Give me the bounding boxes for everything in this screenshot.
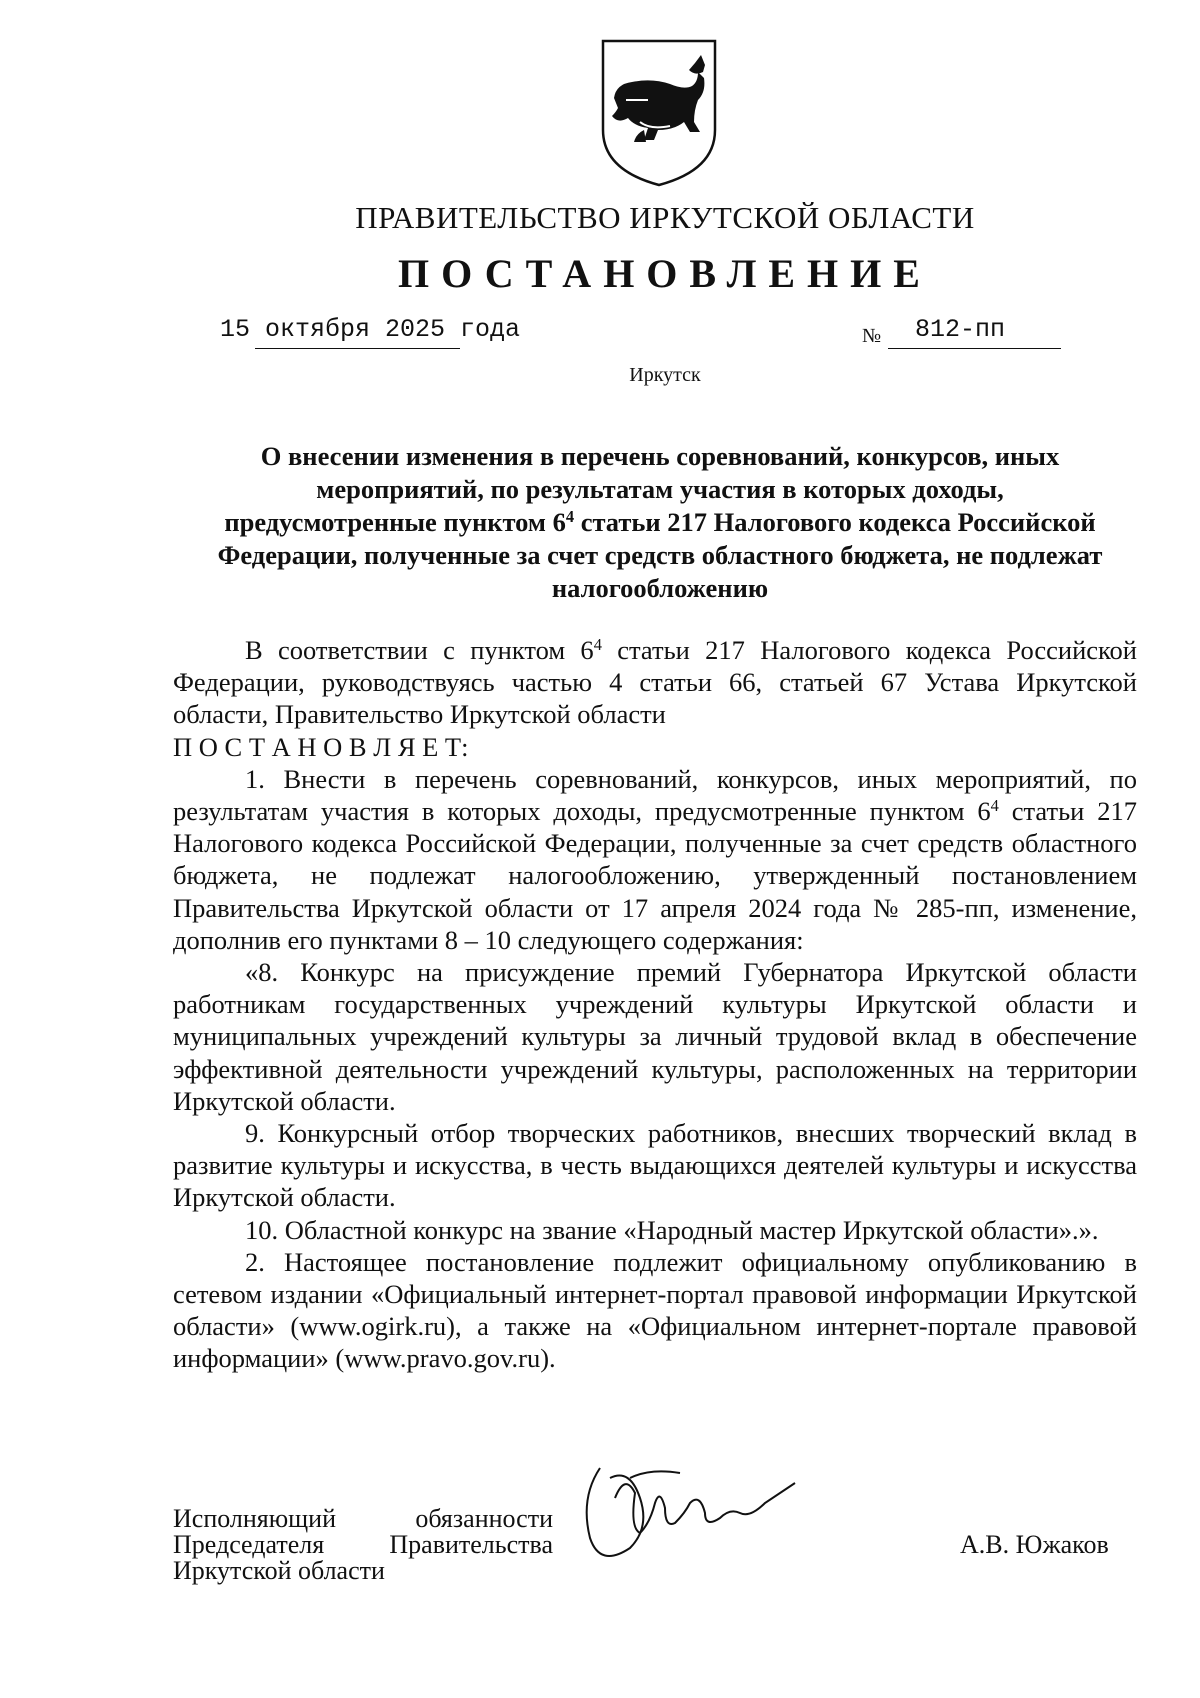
title-line: налогообложению xyxy=(551,573,769,603)
babr-icon xyxy=(600,38,718,188)
preamble-paragraph: В соответствии с пунктом $6^4$ статьи 217 Налогового кодекса Российской Федерации, руководствуясь частью 4 статьи 66, статьей 67 Устава Иркутской области, Правительство Иркутской области xyxy=(173,634,1137,730)
document-date: 15 октября 2025 года xyxy=(220,315,521,344)
coat-of-arms-emblem xyxy=(600,38,718,188)
resolves-heading: П О С Т А Н О В Л Я Е Т: xyxy=(173,731,469,762)
date-underline xyxy=(255,348,460,349)
item-9-paragraph: 9. Конкурсный отбор творческих работников, внесших творческий вклад в развитие культуры и искусства, в честь выдающихся деятелей культуры и искусства Иркутской области. xyxy=(173,1118,1137,1213)
item-2-paragraph: 2. Настоящее постановление подлежит официальному опубликованию в сетевом издании «Официальный интернет-портал правовой информации Иркутской области» (www.ogirk.ru), а также на «Официальном интернет-портале правовой информации» (www.pravo.gov.ru). xyxy=(173,1246,1137,1374)
document-number: 812-пп xyxy=(915,315,1006,344)
item-10-paragraph: 10. Областной конкурс на звание «Народный мастер Иркутской области».». xyxy=(245,1214,1099,1245)
document-type: ПОСТАНОВЛЕНИЕ xyxy=(398,251,932,296)
position-line: Исполняющий обязанности xyxy=(173,1504,553,1533)
position-line: Иркутской области xyxy=(173,1556,385,1585)
signer-position xyxy=(173,1506,553,1584)
document-body xyxy=(173,634,1137,1375)
number-sign: № xyxy=(862,325,882,347)
document-city: Иркутск xyxy=(629,364,701,386)
title-line: О внесении изменения в перечень соревнований, конкурсов, иных xyxy=(260,441,1060,471)
title-line: Федерации, полученные за счет средств областного бюджета, не подлежат xyxy=(217,540,1103,570)
document-title xyxy=(180,440,1140,605)
title-line: предусмотренные пунктом $6^4$ статьи 217 Налогового кодекса Российской xyxy=(224,506,1096,537)
item-8-paragraph: «8. Конкурс на присуждение премий Губернатора Иркутской области работникам государственных учреждений культуры Иркутской области и муниципальных учреждений культуры за личный трудовой вклад в обеспечение эффективной деятельности учреждений культуры, расположенных на территории Иркутской области. xyxy=(173,957,1137,1116)
signer-name: А.В. Южаков xyxy=(960,1530,1109,1559)
position-line: Председателя Правительства xyxy=(173,1530,553,1559)
handwritten-signature xyxy=(560,1448,860,1588)
title-line: мероприятий, по результатам участия в которых доходы, xyxy=(316,474,1004,504)
number-underline xyxy=(888,348,1061,349)
signature-icon xyxy=(560,1448,860,1588)
government-name: ПРАВИТЕЛЬСТВО ИРКУТСКОЙ ОБЛАСТИ xyxy=(355,200,975,235)
item-1-paragraph: 1. Внести в перечень соревнований, конкурсов, иных мероприятий, по результатам участия в которых доходы, предусмотренные пунктом $6^4$ статьи 217 Налогового кодекса Российской Федерации, полученные за счет средств областного бюджета, не подлежат налогообложению, утвержденный постановлением Правительства Иркутской области от 17 апреля 2024 года № 285-пп, изменение, дополнив его пунктами 8 – 10 следующего содержания: xyxy=(173,763,1137,955)
